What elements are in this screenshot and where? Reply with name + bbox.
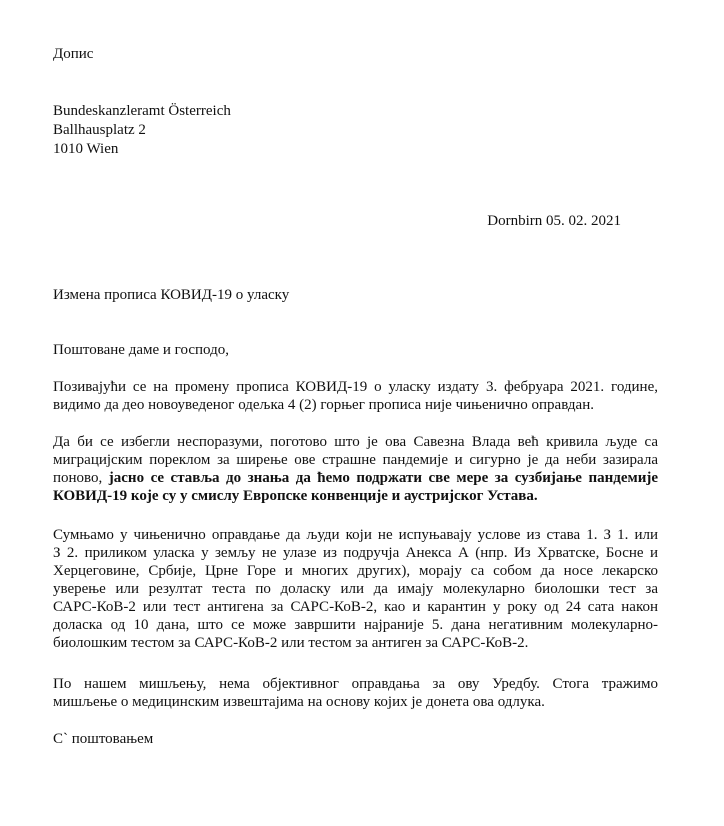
paragraph-3-line-2: З 2. приликом уласка у земљу не улазе из подручја Анекса А (нпр. Из Хрватске, Босне и [53,545,658,561]
paragraph-3-line-5: САРС-КоВ-2 или тест антигена за САРС-КоВ-2, као и карантин у року од 24 сата након [53,599,658,615]
paragraph-2-line-3 [53,469,658,487]
paragraph-4-line-1: По нашем мишљењу, нема објективног оправдања за ову Уредбу. Стога тражимо [53,676,658,692]
paragraph-2-line-4: КОВИД-19 које су у смислу Европске конвенције и аустријског Устава. [53,488,538,504]
paragraph-3 [53,526,658,652]
paragraph-1-line-2: видимо да део новоуведеног одељка 4 (2) горњег прописа није чињенично оправдан. [53,397,594,413]
paragraph-1-line-1: Позивајући се на промену прописа КОВИД-19 о уласку издату 3. фебруара 2021. године, [53,379,658,395]
paragraph-1 [53,378,658,414]
recipient-line-3: 1010 Wien [53,141,119,157]
letter-salutation: Поштоване даме и господо, [53,342,229,358]
paragraph-2-line-3-plain: поново, [53,470,109,486]
paragraph-3-line-3: Херцеговине, Србије, Црне Горе и многих других), морају са собом да носе лекарско [53,563,658,579]
paragraph-3-line-6: доласка од 10 дана, што се може завршити најраније 5. дана негативним молекуларно- [53,617,658,633]
paragraph-4-line-2: мишљење о медицинским извештајима на основу којих је донета ова одлука. [53,694,545,710]
paragraph-3-line-4: уверење или резултат теста по доласку или да имају молекуларно биолошки тест за [53,581,658,597]
paragraph-2-line-2: миграцијским пореклом за ширење ове страшне пандемије и сигурно је да неби зазирала [53,452,658,468]
paragraph-2-line-1: Да би се избегли неспоразуми, поготово што је ова Савезна Влада већ кривила људе са [53,434,658,450]
letter-date: Dornbirn 05. 02. 2021 [487,213,621,229]
letter-closing: С` поштовањем [53,731,154,747]
recipient-line-1: Bundeskanzleramt Österreich [53,103,231,119]
paragraph-3-line-7: биолошким тестом за САРС-КоВ-2 или тестом за антиген за САРС-КоВ-2. [53,635,529,651]
paragraph-2 [53,433,658,505]
letter-subject: Измена прописа КОВИД-19 о уласку [53,287,290,303]
paragraph-4 [53,675,658,711]
document-label: Допис [53,46,94,62]
recipient-line-2: Ballhausplatz 2 [53,122,146,138]
paragraph-2-line-3-bold: јасно се ставља до знања да ћемо подржати све мере за сузбијање пандемије [108,470,658,486]
paragraph-3-line-1: Сумњамо у чињенично оправдање да људи који не испуњавају услове из става 1. З 1. или [53,527,658,543]
